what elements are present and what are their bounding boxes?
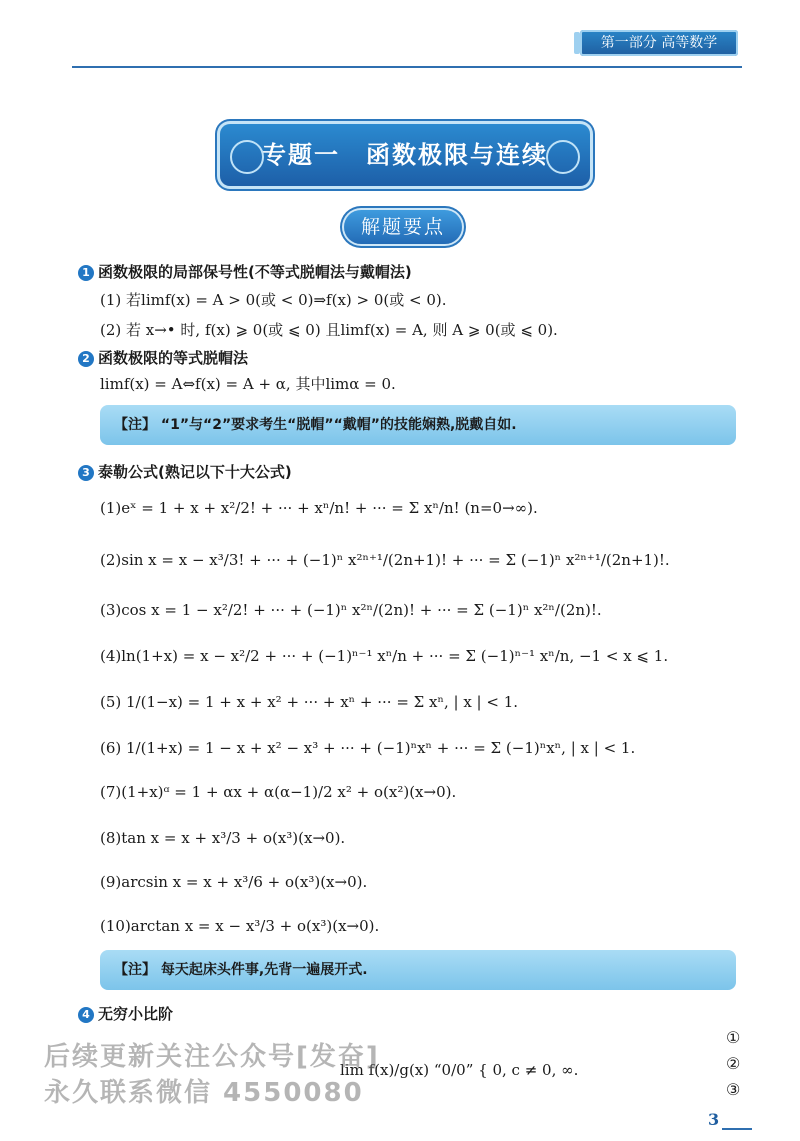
- watermark-line: 永久联系微信 4550080: [44, 1078, 364, 1108]
- formula-line: (10)arctan x = x − x³/3 + o(x³)(x→0).: [100, 917, 380, 935]
- banner-ornament-left: [230, 140, 264, 174]
- formula-line: (2)sin x = x − x³/3! + ··· + (−1)ⁿ x²ⁿ⁺¹/(2n+1)! + ··· = Σ (−1)ⁿ x²ⁿ⁺¹/(2n+1)!.: [100, 551, 670, 569]
- section-number: 4: [78, 1007, 94, 1023]
- section-2: [78, 348, 248, 368]
- part-tag: 第一部分 高等数学: [580, 30, 738, 56]
- page-ornament: [722, 1118, 752, 1130]
- note-box: 【注】 每天起床头件事,先背一遍展开式.: [100, 950, 736, 990]
- section-4: [78, 1004, 173, 1024]
- banner-ornament-right: [546, 140, 580, 174]
- formula-line: (2) 若 x→• 时, f(x) ⩾ 0(或 ⩽ 0) 且limf(x) = A, 则 A ⩾ 0(或 ⩽ 0).: [100, 321, 558, 339]
- formula-line: (7)(1+x)ᵅ = 1 + αx + α(α−1)/2 x² + o(x²)(x→0).: [100, 783, 457, 801]
- formula-line: limf(x) = A⇔f(x) = A + α, 其中limα = 0.: [100, 375, 396, 393]
- section-title: 泰勒公式(熟记以下十大公式): [98, 463, 292, 481]
- circled-number: ②: [726, 1054, 741, 1073]
- section-number: 2: [78, 351, 94, 367]
- formula-line: (1) 若limf(x) = A > 0(或 < 0)⇒f(x) > 0(或 < 0).: [100, 291, 447, 309]
- chapter-banner: [220, 124, 590, 186]
- section-3: [78, 462, 292, 482]
- formula-line: (8)tan x = x + x³/3 + o(x³)(x→0).: [100, 829, 346, 847]
- section-banner: 解题要点: [344, 210, 462, 244]
- formula-line: (4)ln(1+x) = x − x²/2 + ··· + (−1)ⁿ⁻¹ xⁿ/n + ··· = Σ (−1)ⁿ⁻¹ xⁿ/n, −1 < x ⩽ 1.: [100, 647, 669, 665]
- formula-line: (9)arcsin x = x + x³/6 + o(x³)(x→0).: [100, 873, 368, 891]
- watermark-line: 后续更新关注公众号[发奋]: [44, 1042, 380, 1072]
- section-number: 1: [78, 265, 94, 281]
- section-title: 函数极限的等式脱帽法: [98, 349, 249, 367]
- circled-number: ①: [726, 1028, 741, 1047]
- section-number: 3: [78, 465, 94, 481]
- circled-number: ③: [726, 1080, 741, 1099]
- formula-line: (1)eˣ = 1 + x + x²/2! + ··· + xⁿ/n! + ··· = Σ xⁿ/n! (n=0→∞).: [100, 499, 538, 517]
- section-1: [78, 262, 412, 282]
- note-box: 【注】 “1”与“2”要求考生“脱帽”“戴帽”的技能娴熟,脱戴自如.: [100, 405, 736, 445]
- formula-line: lim f(x)/g(x) “0/0” { 0, c ≠ 0, ∞.: [340, 1061, 579, 1079]
- section-title: 无穷小比阶: [98, 1005, 174, 1023]
- section-title: 函数极限的局部保号性(不等式脱帽法与戴帽法): [98, 263, 412, 281]
- formula-line: (6) 1/(1+x) = 1 − x + x² − x³ + ··· + (−1)ⁿxⁿ + ··· = Σ (−1)ⁿxⁿ, | x | < 1.: [100, 739, 636, 757]
- page-number: 3: [708, 1110, 720, 1129]
- header-rule: [72, 66, 742, 68]
- formula-line: (5) 1/(1−x) = 1 + x + x² + ··· + xⁿ + ··· = Σ xⁿ, | x | < 1.: [100, 693, 519, 711]
- chapter-title: 专题一 函数极限与连续: [262, 141, 548, 169]
- formula-line: (3)cos x = 1 − x²/2! + ··· + (−1)ⁿ x²ⁿ/(2n)! + ··· = Σ (−1)ⁿ x²ⁿ/(2n)!.: [100, 601, 602, 619]
